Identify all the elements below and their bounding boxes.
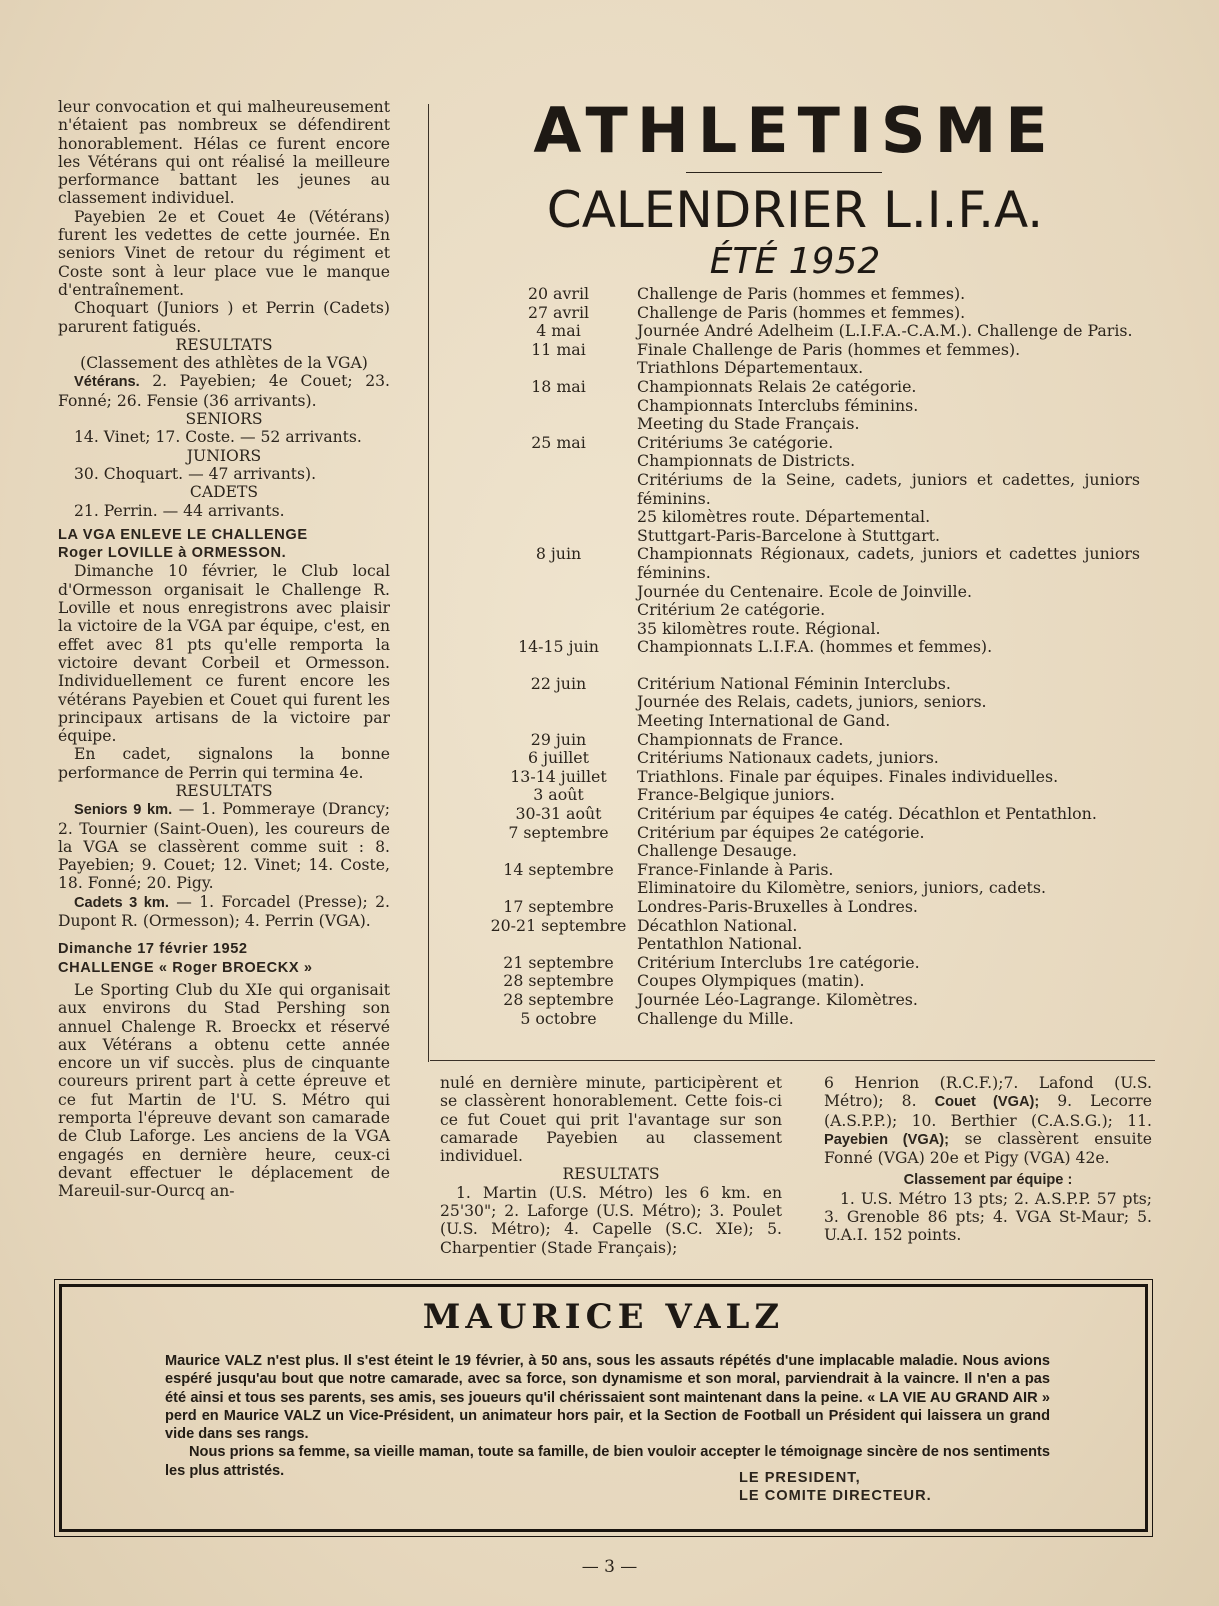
calendar-row: [480, 954, 1140, 973]
calendar-date: [480, 620, 637, 639]
article-heading: Roger LOVILLE à ORMESSON.: [58, 545, 287, 562]
calendar-row: [480, 731, 1140, 750]
calendar-event: Eliminatoire du Kilomètre, seniors, juniors, cadets.: [637, 878, 1047, 898]
calendar-row: [480, 583, 1140, 602]
calendar-row: [480, 805, 1140, 824]
calendar-event: 35 kilomètres route. Régional.: [637, 618, 881, 638]
article-heading: Dimanche 17 février 1952: [58, 941, 248, 958]
calendar-event: Championnats L.I.F.A. (hommes et femmes).: [637, 637, 993, 657]
calendar-date: [480, 935, 637, 954]
calendar-event: 25 kilomètres route. Départemental.: [637, 507, 931, 527]
calendar-row: [480, 378, 1140, 397]
text-span-bold: Couet (VGA);: [934, 1094, 1040, 1111]
calendar-event: Finale Challenge de Paris (hommes et femmes).: [637, 339, 1021, 359]
signature-line: LE COMITE DIRECTEUR.: [739, 1488, 932, 1505]
calendar-date: [480, 842, 637, 861]
cadets-results: 21. Perrin. — 44 arrivants.: [74, 501, 285, 520]
calendar-date: 21 septembre: [503, 952, 614, 972]
column-divider: [428, 104, 429, 1062]
calendar-date: [480, 471, 637, 508]
paragraph: Payebien 2e et Couet 4e (Vétérans) furent les vedettes de cette journée. En seniors Vinet de retour du régiment et Coste sont à leur place vue le manque d'entraînement.: [58, 207, 390, 299]
paragraph: Dimanche 10 février, le Club local d'Ormesson organisait le Challenge R. Loville et nous enregistrons avec plaisir la victoire de la VGA par équipe, c'est, en effet avec 81 pts qu'elle remporta la victoire devant Corbeil et Ormesson. Individuellement ce furent encore les vétérans Payebien et Couet qui furent les principaux artisans de la victoire par équipe.: [58, 562, 390, 746]
calendar-date: 7 septembre: [508, 822, 609, 842]
calendar-date: [480, 415, 637, 434]
calendar-row: [480, 972, 1140, 991]
calendar-row: [480, 415, 1140, 434]
calendar-date: [480, 359, 637, 378]
middle-column: [440, 1074, 782, 1257]
calendar-event: Triathlons Départementaux.: [637, 358, 864, 378]
calendar-date: 11 mai: [531, 339, 586, 359]
paragraph: [824, 1074, 1152, 1167]
calendar-row: [480, 898, 1140, 917]
calendar-row: [480, 991, 1140, 1010]
calendar-date: 20-21 septembre: [490, 915, 627, 935]
calendar-date: [480, 452, 637, 471]
calendar-row: [480, 341, 1140, 360]
calendar-date: [480, 508, 637, 527]
text-span: 6 Henrion (R.C.F.);7. Lafond (U.S. Métro); 8.: [824, 1074, 1152, 1111]
calendar-event: France-Belgique juniors.: [637, 785, 835, 805]
calendar-row: [480, 693, 1140, 712]
juniors-heading: JUNIORS: [186, 446, 262, 465]
calendar-event: Challenge de Paris (hommes et femmes).: [637, 284, 966, 303]
seniors-9km-label: Seniors 9 km.: [74, 802, 173, 819]
calendar-date: 29 juin: [530, 729, 587, 749]
calendar-event: Critérium National Féminin Interclubs.: [637, 673, 951, 693]
cadets-3km-text: — 1. Forcadel (Presse); 2. Dupont R. (Ormesson); 4. Perrin (VGA).: [58, 892, 390, 931]
calendar-event: Critérium 2e catégorie.: [637, 600, 826, 620]
calendar-row: [480, 285, 1140, 304]
juniors-results: 30. Choquart. — 47 arrivants).: [74, 464, 317, 483]
calendar-event: Critérium par équipes 2e catégorie.: [637, 822, 925, 842]
calendar-row: [480, 917, 1140, 936]
veterans-results: [58, 372, 390, 410]
calendar-row: [480, 434, 1140, 453]
calendar-row: [480, 620, 1140, 639]
paragraph: Le Sporting Club du XIe qui organisait aux environs du Stad Pershing son annuel Chalenge R. Broeckx et réservé aux Vétérans a obtenu cette année encore un vif succès. plus de cinquante coureurs prirent part à cette épreuve et ce fut Martin de l'U. S. Métro qui remporta l'épreuve devant son camarade de Club Laforge. Les anciens de la VGA engagés en dernière heure, ceux-ci devant effectuer le déplacement de Mareuil-sur-Ourcq an-: [58, 980, 390, 1201]
calendar-event: Triathlons. Finale par équipes. Finales individuelles.: [637, 766, 1059, 786]
calendar-date: 8 juin: [535, 544, 582, 564]
right-column: [824, 1074, 1152, 1245]
paragraph: En cadet, signalons la bonne performance de Perrin qui termina 4e.: [58, 745, 390, 782]
calendar-date: 17 septembre: [503, 897, 614, 916]
calendar-subtitle: CALENDRIER L.I.F.A.: [546, 181, 1044, 239]
calendar-event: Décathlon National.: [637, 915, 798, 935]
calendar-row: [480, 824, 1140, 843]
calendar-event: Critériums 3e catégorie.: [637, 432, 834, 452]
calendar-row: [480, 768, 1140, 787]
text-span-bold: Payebien (VGA);: [824, 1131, 949, 1148]
paragraph: Nous prions sa femme, sa vieille maman, toute sa famille, de bien vouloir accepter le témoignage sincère de nos sentiments les plus attristés.: [165, 1444, 1050, 1479]
calendar-event: Coupes Olympiques (matin).: [637, 971, 865, 991]
calendar-date: 18 mai: [531, 376, 586, 396]
calendar-row: [480, 508, 1140, 527]
calendar-spacer: [480, 657, 1140, 675]
calendar-event: Meeting du Stade Français.: [637, 414, 860, 434]
calendar-event: Championnats Interclubs féminins.: [637, 395, 919, 415]
calendar-date: 6 juillet: [528, 748, 589, 768]
calendar-row: [480, 545, 1140, 582]
obituary-box: [59, 1284, 1148, 1532]
calendar-event: Critériums Nationaux cadets, juniors.: [637, 748, 939, 768]
signature: [739, 1469, 932, 1506]
calendar-event: Journée du Centenaire. Ecole de Joinville.: [637, 581, 972, 601]
cadets-3km-results: [58, 893, 390, 931]
calendar-date: [480, 693, 637, 712]
paragraph: Maurice VALZ n'est plus. Il s'est éteint le 19 février, à 50 ans, sous les assauts répétés d'une implacable maladie. Nous avions espéré jusqu'au bout que notre camarade, avec sa force, son dynamisme et son moral, parviendrait à la vaincre. Il n'en a pas été ainsi et tous ses parents, ses amis, ses joueurs qu'il chérissaient sont maintenant dans la peine. « LA VIE AU GRAND AIR » perd en Maurice VALZ un Vice-Président, un animateur hors pair, et la Section de Football un Président qui laissera un grand vide dans ses rangs.: [165, 1353, 1050, 1443]
calendar-date: 13-14 juillet: [510, 766, 607, 786]
calendar-date: 14-15 juin: [518, 637, 599, 657]
calendar-event: Championnats de France.: [637, 729, 844, 749]
calendar-date: 27 avril: [527, 302, 590, 322]
article-heading: CHALLENGE « Roger BROECKX »: [58, 959, 313, 976]
calendar-date: 30-31 août: [515, 804, 602, 824]
calendar-row: [480, 861, 1140, 880]
calendar-event: Championnats Relais 2e catégorie.: [637, 376, 917, 396]
calendar-row: [480, 879, 1140, 898]
section-divider: [430, 1060, 1155, 1061]
paragraph: leur convocation et qui malheureusement n'étaient pas nombreux se défendirent honorablement. Hélas ce furent encore les Vétérans qui ont réalisé la meilleure performance battant les jeunes au classement individuel.: [58, 98, 390, 208]
calendar-date: [480, 397, 637, 416]
calendar-event: Challenge Desauge.: [637, 841, 797, 861]
calendar-row: [480, 638, 1140, 657]
calendar-event: Journée Léo-Lagrange. Kilomètres.: [637, 989, 918, 1009]
calendar-event: Stuttgart-Paris-Barcelone à Stuttgart.: [637, 525, 941, 545]
calendar-row: [480, 786, 1140, 805]
calendar-date: 25 mai: [531, 432, 586, 452]
calendar-event: Challenge de Paris (hommes et femmes).: [637, 302, 966, 322]
calendar-event: Critérium par équipes 4e catég. Décathlon et Pentathlon.: [637, 804, 1097, 824]
calendar-date: [480, 879, 637, 898]
seniors-9km-text: — 1. Pommeraye (Drancy; 2. Tournier (Saint-Ouen), les coureurs de la VGA se classèrent comme suit : 8. Payebien; 9. Couet; 12. Vinet; 14. Coste, 18. Fonné; 20. Pigy.: [58, 800, 391, 893]
paragraph: 1. U.S. Métro 13 pts; 2. A.S.P.P. 57 pts; 3. Grenoble 86 pts; 4. VGA St-Maur; 5. U.A.I. 152 points.: [824, 1189, 1152, 1245]
calendar-date: 28 septembre: [503, 971, 614, 991]
calendar-event: Meeting International de Gand.: [637, 711, 891, 731]
calendar-event: France-Finlande à Paris.: [637, 859, 834, 879]
calendar-row: [480, 397, 1140, 416]
calendar-list: [480, 285, 1140, 1028]
calendar-row: [480, 749, 1140, 768]
seniors-results: 14. Vinet; 17. Coste. — 52 arrivants.: [74, 428, 362, 447]
text-span: se classèrent ensuite Fonné (VGA) 20e et Pigy (VGA) 42e.: [824, 1129, 1152, 1168]
page-title: ATHLETISME: [533, 94, 1057, 167]
calendar-event: Londres-Paris-Bruxelles à Londres.: [637, 897, 918, 916]
signature-line: LE PRESIDENT,: [739, 1470, 861, 1486]
calendar-row: [480, 675, 1140, 694]
obituary-title: MAURICE VALZ: [422, 1297, 785, 1337]
calendar-event: Championnats Régionaux, cadets, juniors et cadettes juniors féminins.: [637, 544, 1140, 582]
calendar-date: 4 mai: [536, 321, 581, 341]
calendar-event: Journée André Adelheim (L.I.F.A.-C.A.M.). Challenge de Paris.: [637, 321, 1133, 341]
article-heading: LA VGA ENLEVE LE CHALLENGE: [58, 526, 308, 543]
results-subheading: (Classement des athlètes de la VGA): [80, 354, 368, 373]
seniors-9km-results: [58, 800, 390, 892]
paragraph: nulé en dernière minute, participèrent et se classèrent honorablement. Cette fois-ci ce fut Couet qui prit l'avantage sur son camarade Payebien au classement individuel.: [440, 1074, 782, 1166]
calendar-date: 22 juin: [530, 673, 587, 693]
calendar-row: [480, 712, 1140, 731]
results-heading: RESULTATS: [175, 781, 273, 800]
calendar-event: Critérium Interclubs 1re catégorie.: [637, 952, 920, 972]
calendar-date: 20 avril: [527, 284, 590, 303]
calendar-row: [480, 359, 1140, 378]
season-label: ÉTÉ 1952: [709, 241, 881, 282]
calendar-date: 3 août: [533, 785, 584, 805]
calendar-row: [480, 304, 1140, 323]
calendar-event: Challenge du Mille.: [637, 1008, 794, 1028]
calendar-date: 28 septembre: [503, 989, 614, 1009]
calendar-date: [480, 712, 637, 731]
cadets-heading: CADETS: [189, 483, 259, 502]
results-heading: RESULTATS: [562, 1165, 660, 1184]
results-heading: RESULTATS: [175, 335, 273, 354]
left-column: [58, 98, 390, 1201]
obituary-text: [165, 1352, 1050, 1480]
calendar-row: [480, 527, 1140, 546]
calendar-row: [480, 322, 1140, 341]
calendar-row: [480, 452, 1140, 471]
veterans-text: 2. Payebien; 4e Couet; 23. Fonné; 26. Fensie (36 arrivants).: [58, 372, 390, 410]
calendar-event: Critériums de la Seine, cadets, juniors et cadettes, juniors féminins.: [637, 469, 1140, 508]
page-number: — 3 —: [581, 1557, 638, 1577]
calendar-date: [480, 601, 637, 620]
paragraph: 1. Martin (U.S. Métro) les 6 km. en 25'30"; 2. Laforge (U.S. Métro); 3. Poulet (U.S. Métro); 4. Capelle (S.C. XIe); 5. Charpentier (Stade Français);: [440, 1183, 782, 1257]
calendar-row: [480, 935, 1140, 954]
calendar-date: [480, 583, 637, 602]
calendar-event: Championnats de Districts.: [637, 451, 856, 471]
paragraph: Choquart (Juniors ) et Perrin (Cadets) parurent fatigués.: [58, 299, 390, 336]
calendar-row: [480, 471, 1140, 508]
calendar-event: Pentathlon National.: [637, 934, 803, 954]
title-underline: [686, 172, 882, 173]
team-ranking-heading: Classement par équipe :: [903, 1172, 1073, 1189]
calendar-date: 5 octobre: [520, 1008, 597, 1028]
cadets-3km-label: Cadets 3 km.: [74, 894, 169, 911]
calendar-row: [480, 842, 1140, 861]
calendar-date: [480, 527, 637, 546]
seniors-heading: SENIORS: [185, 410, 263, 429]
veterans-label: Vétérans.: [74, 374, 140, 391]
calendar-row: [480, 1010, 1140, 1029]
calendar-event: Journée des Relais, cadets, juniors, seniors.: [637, 692, 987, 712]
calendar-row: [480, 601, 1140, 620]
text-span: 9. Lecorre (A.S.P.P.); 10. Berthier (C.A.S.G.); 11.: [824, 1092, 1152, 1130]
calendar-date: 14 septembre: [503, 859, 614, 879]
